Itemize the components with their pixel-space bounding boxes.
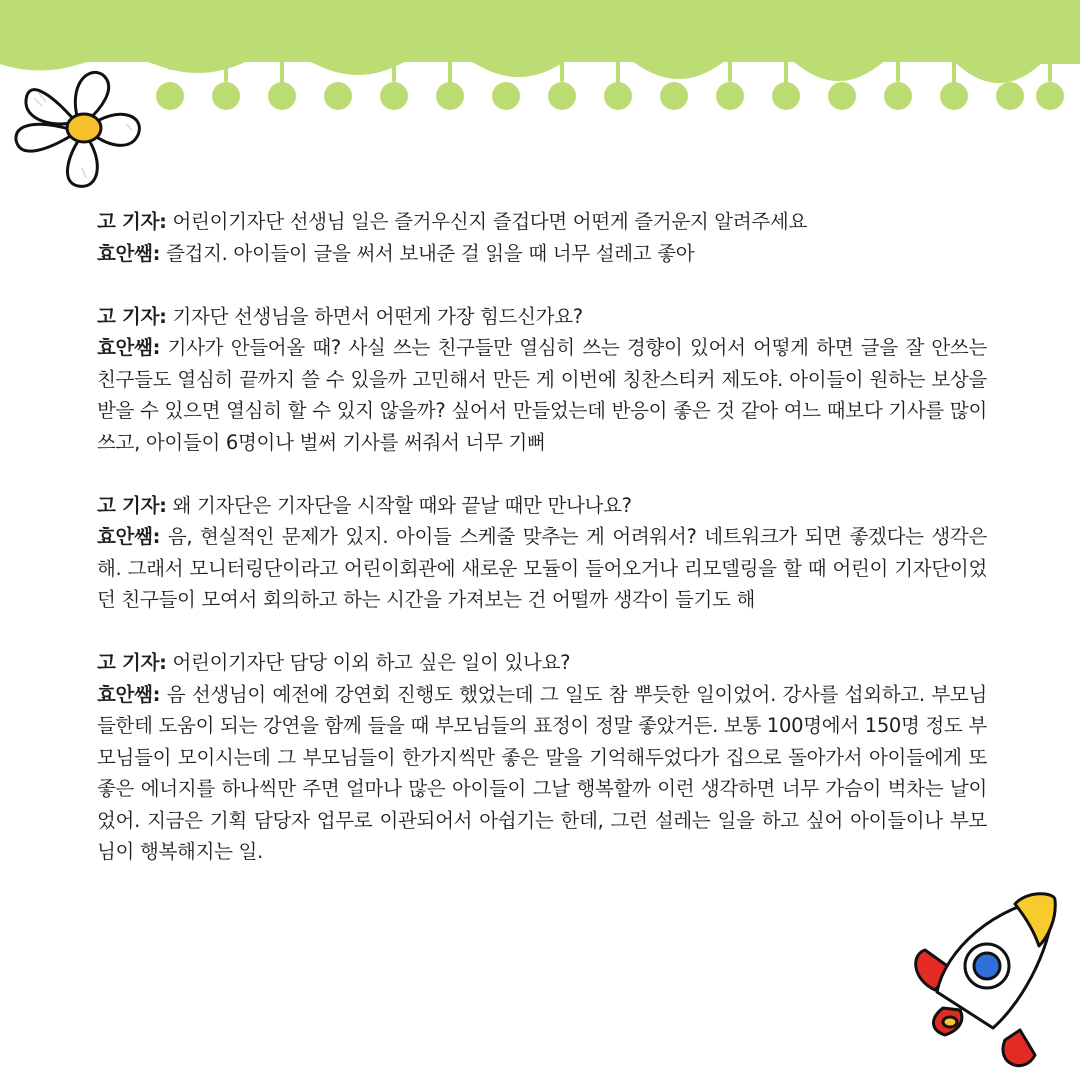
drip-dot [772,82,800,110]
drip-dot [212,82,240,110]
answer-line [97,679,987,868]
question-text: 어린이기자단 담당 이외 하고 싶은 일이 있나요? [172,651,571,674]
rocket-icon [905,880,1080,1080]
question-line [97,490,987,522]
drip-dot [996,82,1024,110]
answer-text: 음 선생님이 예전에 강연회 진행도 했었는데 그 일도 참 뿌듯한 일이었어. 강사를 섭외하고. 부모님들한테 도움이 되는 강연을 함께 들을 때 부모님들의 표정이 정말 좋았거든. 보통 100명에서 150명 정도 부모님들이 모이시는데 그 부모님들이 한가지씩만 좋은 말을 기억해두었다가 집으로 돌아가서 아이들에게 또 좋은 에너지를 하나씩만 주면 얼마나 많은 아이들이 그날 행복할까 이런 생각하면 너무 가슴이 벅차는 날이었어. 지금은 기획 담당자 업무로 이관되어서 아쉽기는 한데, 그런 설레는 일을 하고 싶어 아이들이나 부모님이 행복해지는 일. [97,682,988,863]
answer-line [97,521,987,616]
drip-dot [156,82,184,110]
interview-transcript [97,206,987,899]
dripping-banner-decoration [0,0,1080,130]
reporter-label: 고 기자: [97,210,167,233]
question-line [97,301,987,333]
drip-dot [604,82,632,110]
question-text: 어린이기자단 선생님 일은 즐거우신지 즐겁다면 어떤게 즐거운지 알려주세요 [172,210,807,233]
answer-text: 음, 현실적인 문제가 있지. 아이들 스케줄 맞추는 게 어려워서? 네트워크가 되면 좋겠다는 생각은 해. 그래서 모니터링단이라고 어린이회관에 새로운 모듈이 들어오거나 리모델링을 할 때 어린이 기자단이었던 친구들이 모여서 회의하고 하는 시간을 가져보는 건 어떨까 생각이 들기도 해 [97,525,987,611]
drip-dot [268,82,296,110]
daisy-flower-icon [8,50,158,200]
question-text: 기자단 선생님을 하면서 어떤게 가장 힘드신가요? [172,304,583,328]
teacher-label: 효안쌤: [97,525,161,548]
drip-dot [828,82,856,110]
drip-dot [1036,82,1064,110]
question-line [97,206,987,238]
answer-line [97,332,987,458]
answer-text: 기사가 안들어올 때? 사실 쓰는 친구들만 열심히 쓰는 경향이 있어서 어떻게 하면 글을 잘 안쓰는 친구들도 열심히 끝까지 쓸 수 있을까 고민해서 만든 게 이번에 칭찬스티커 제도야. 아이들이 원하는 보상을 받을 수 있으면 열심히 할 수 있지 않을까? 싶어서 만들었는데 반응이 좋은 것 같아 여느 때보다 기사를 많이쓰고, 아이들이 6명이나 벌써 기사를 써줘서 너무 기뻐 [97,336,987,454]
qa-block [97,301,987,459]
teacher-label: 효안쌤: [97,241,161,265]
reporter-label: 고 기자: [97,493,167,517]
answer-text: 즐겁지. 아이들이 글을 써서 보내준 걸 읽을 때 너무 설레고 좋아 [166,241,695,265]
drip-dot [324,82,352,110]
drip-dot [548,82,576,110]
drip-dot [884,82,912,110]
reporter-label: 고 기자: [97,651,167,674]
qa-block [97,647,987,868]
drip-dot [492,82,520,110]
drip-dot [660,82,688,110]
question-text: 왜 기자단은 기자단을 시작할 때와 끝날 때만 만나나요? [172,493,632,517]
answer-line [97,238,987,270]
qa-block [97,490,987,616]
drip-dot [940,82,968,110]
teacher-label: 효안쌤: [97,336,161,359]
drip-dot [380,82,408,110]
reporter-label: 고 기자: [97,304,167,328]
question-line [97,647,987,679]
drip-dot [716,82,744,110]
drip-dot [436,82,464,110]
qa-block [97,206,987,269]
teacher-label: 효안쌤: [97,682,161,706]
